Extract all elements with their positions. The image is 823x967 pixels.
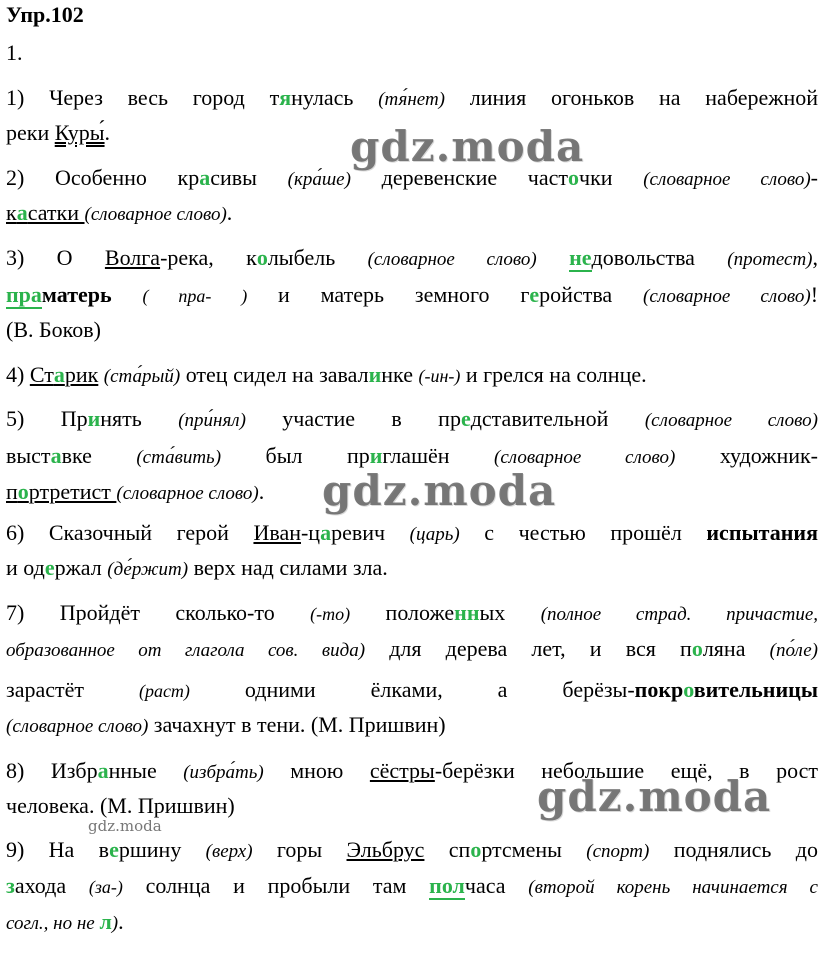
bold-word: покр [634,677,684,702]
hint: (словарное слово) [116,483,259,504]
text: чки [579,165,644,190]
text: вке [61,443,137,468]
text: 5) Пр [6,406,88,431]
hint: (словарное слово) [643,286,811,307]
text: часа [464,873,529,898]
sentence-7-line-3 [6,678,818,703]
highlight-letter: и [369,443,383,468]
text: положе [350,600,455,625]
highlight-letter: о [691,636,703,661]
morpheme-note: ( пра- ) [142,286,248,306]
highlight-letter: я [279,85,292,110]
hint: (ста́вить) [136,447,222,468]
hint: (по́ле) [769,640,819,661]
task-number: 1. [6,40,23,65]
text: 7) Пройдёт сколько-то [6,600,311,625]
text: 1) Через весь город т [6,85,280,110]
morpheme-note: (раст) [138,681,190,701]
hint: (второй корень начинается с [528,877,818,898]
text: ртретист [28,479,117,504]
text: , [812,245,818,270]
text: 4) [6,362,30,387]
morpheme-note: (за-) [88,877,123,897]
hint: (спорт) [586,841,650,862]
hint: (царь) [409,524,460,545]
highlight-letter: о [683,677,694,702]
sentence-6-line-2 [6,556,818,582]
text: нять [100,406,179,431]
hint: (кра́ше) [287,169,351,190]
highlight-letter: а [199,165,211,190]
text: ревич [331,520,410,545]
text: был пр [221,443,370,468]
morpheme-note: (-ин-) [418,366,461,386]
text: ых [479,600,541,625]
prefix-highlight: не [569,245,592,270]
text: нке [381,362,419,387]
proper-noun: Эльбрус [346,837,425,862]
text: Ст [29,362,54,387]
highlight-letter: а [16,200,28,225]
sentence-3-line-1 [6,246,818,272]
hint: (избра́ть) [183,762,264,783]
text: художник- [675,443,819,468]
text: и грелся на солнце. [460,362,647,387]
text: реки [6,120,55,145]
sentence-3-line-3 [6,318,818,342]
text: ртсмены [481,837,587,862]
text: нулась [291,85,379,110]
hint: (тя́нет) [378,89,446,110]
sentence-6-line-1 [6,521,818,547]
highlight-letter: е [460,406,471,431]
highlight-letter: л [99,909,112,934]
hint: (при́нял) [178,410,246,431]
bold-word: испытания [706,520,818,545]
text: -ц [300,520,321,545]
text: горы [252,837,347,862]
highlight-letter: а [320,520,332,545]
highlight-letter: е [44,555,55,580]
proper-noun: Иван [253,520,301,545]
proper-noun: Куры́ [54,120,105,145]
sentence-9-line-1 [6,838,818,864]
text: глашён [382,443,495,468]
watermark-logo: gdz.moda [322,466,557,515]
text: ржал [54,555,108,580]
sentence-7-line-2 [6,637,818,663]
text: 6) Сказочный герой [6,520,254,545]
prefix-highlight: пол [429,873,465,898]
highlight-letter: а [97,758,109,783]
hint: (верх) [205,841,253,862]
text: отец сидел на завал [180,362,369,387]
text: п [6,479,18,504]
highlight-letter: е [529,282,540,307]
text: 8) Избр [6,758,98,783]
text: - [810,165,818,190]
hint: (словарное слово) [6,716,149,737]
exercise-title: Упр.102 [6,2,84,27]
hint: (словарное слово) [644,410,818,431]
text: солнца и пробыли там [122,873,430,898]
text: зарастёт [6,677,139,702]
text: . [118,909,124,934]
text: деревенские част [350,165,569,190]
highlight-letter: нн [454,600,480,625]
highlight-letter: о [470,837,482,862]
text: довольства [591,245,728,270]
highlight-letter: о [256,245,268,270]
text: с честью прошёл [459,520,707,545]
text: человека. (М. Пришвин) [6,793,235,818]
sentence-9-line-3 [6,910,818,936]
text: выст [6,443,51,468]
hint: (словарное слово) [367,249,537,270]
text: 2) Особенно кр [6,165,200,190]
watermark-small: gdz.moda [88,817,162,835]
text: верх над силами зла. [188,555,388,580]
text: ляна [702,636,770,661]
highlight-letter: з [6,873,15,898]
text: ршину [118,837,206,862]
text: поднялись до [649,837,818,862]
highlight-letter: о [568,165,580,190]
hint: (протест) [727,249,813,270]
text: -берёзки небольшие ещё, в рост [434,758,818,783]
bold-word: матерь [41,282,112,307]
text: одними ёлками, а берёзы- [189,677,635,702]
sentence-7-line-4 [6,713,818,739]
text: и од [6,555,45,580]
watermark-logo: gdz.moda [350,122,585,171]
highlight-letter: а [50,443,62,468]
sentence-4 [6,363,818,389]
hint: согл., но не [6,913,100,934]
hint: (полное страд. причастие, [540,604,819,625]
text: нные [108,758,184,783]
proper-noun: Волга [104,245,161,270]
underlined-word: сёстры [369,758,435,783]
text: 9) На в [6,837,110,862]
text: сивы [210,165,288,190]
hint: (словарное слово) [643,169,811,190]
highlight-letter: а [53,362,65,387]
text: участие в пр [245,406,461,431]
sentence-9-line-2 [6,874,818,900]
text: сп [424,837,471,862]
text: рик [64,362,99,387]
text: мною [263,758,370,783]
hint: ) [111,913,119,934]
text: к [6,200,17,225]
text: 3) О [6,245,105,270]
sentence-5-line-1 [6,407,818,433]
highlight-letter: е [109,837,119,862]
hint: образованное от глагола сов. вида) [6,640,366,661]
hint: (словарное слово) [84,204,227,225]
text: зачахнут в тени. (М. Пришвин) [148,712,446,737]
highlight-letter: о [17,479,29,504]
text: ахода [14,873,89,898]
highlight-letter: и [87,406,101,431]
hint: (ста́рый) [103,366,181,387]
sentence-7-line-1 [6,601,818,627]
text: . [258,479,265,504]
watermark-logo: gdz.moda [537,772,772,821]
highlight-letter: и [368,362,382,387]
text: дставительной [470,406,645,431]
sentence-1-line-1 [6,86,818,112]
text: . [226,200,233,225]
text: сатки [27,200,85,225]
text: и матерь земного г [247,282,530,307]
text: лыбель [267,245,368,270]
hint: (словарное слово) [494,447,676,468]
sentence-2-line-2 [6,201,818,227]
text: ! [810,282,819,307]
bold-word: вительницы [693,677,819,702]
hint: (де́ржит) [107,559,189,580]
text: -река, к [160,245,257,270]
author: (В. Боков) [6,317,101,342]
text: . [104,120,111,145]
text: для дерева лет, и вся п [365,636,692,661]
sentence-3-line-2 [6,283,818,309]
morpheme-note: (-то) [310,604,351,624]
text: линия огоньков на набережной [445,85,818,110]
prefix-highlight: пра [6,282,42,307]
text: ройства [539,282,644,307]
